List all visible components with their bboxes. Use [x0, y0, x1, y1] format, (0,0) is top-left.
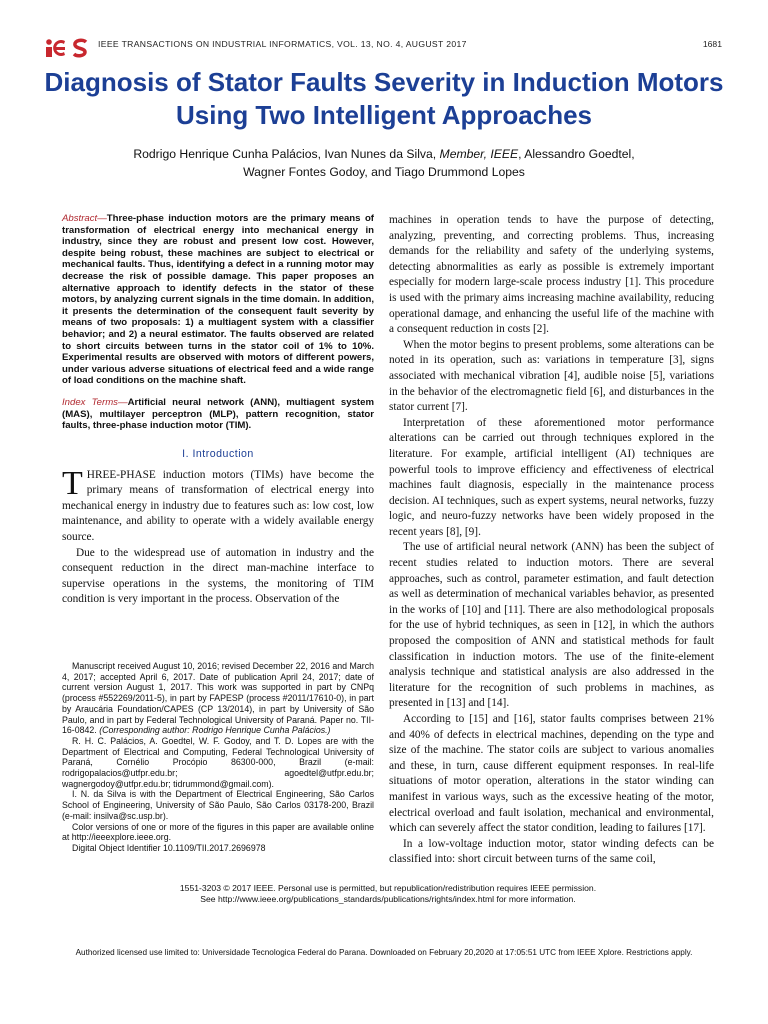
intro-paragraph-2: Due to the widespread use of automation in industry and the consequent reduction in the direct man-machine interface to supervise operations in the systems, the monitoring of TIM condition is very important in the process. Observation of the — [62, 546, 374, 606]
author-list — [40, 145, 728, 181]
footnote — [62, 661, 374, 854]
index-terms-label: Index Terms— — [62, 396, 128, 408]
footnote-affiliation-1: R. H. C. Palácios, A. Goedtel, W. F. Godoy, and T. D. Lopes are with the Department of Electrical and Computing, Federal Technological University of Paraná, Cornélio Procópio 86300-000, Brazil (e-mail: rodrigopalacios@utfpr.edu.br; agoedtel@utfpr.edu.br; wagnergodoy@utfpr.edu.br; tidrummond@gmail.com). — [62, 735, 374, 789]
license-footer: Authorized licensed use limited to: Universidade Tecnologica Federal do Parana. Downloaded on February 20,2020 at 17:05:51 UTC from IEEE Xplore. Restrictions apply. — [75, 948, 693, 957]
introduction-body — [62, 464, 374, 608]
section-heading: I. Introduction — [182, 447, 254, 460]
intro-paragraph: THREE-PHASE induction motors (TIMs) have become the primary means of transformation of electrical energy into mechanical energy in industry due to features such as: low cost, low maintenance, and ability to operate with a widely available energy source. — [62, 464, 374, 544]
drop-cap: T — [62, 464, 83, 502]
footnote-doi: Digital Object Identifier 10.1109/TII.2017.2696978 — [72, 842, 266, 853]
footnote-color-note: Color versions of one or more of the figures in this paper are available online at http://ieeexplore.ieee.org. — [62, 821, 374, 843]
body-paragraph-4: The use of artificial neural network (ANN) has been the subject of recent studies related to induction motors. There are several approaches, such as control, parameter estimation, and fault detection as well as determination of mechanical variables behavior, as presented in the works of [10] and [11]. There are also methodological proposals for the use of hybrid techniques, as seen in [12], in which the authors proposed the composition of ANN and statistical methods for fault classification in induction motors. The use of the finite-element analysis technique and statistical analysis are also addressed in the literature for the recognition of such problems in machines, as presented in [13] and [14]. — [389, 541, 714, 710]
footnote-affiliation-2: I. N. da Silva is with the Department of Electrical Engineering, São Carlos School of Engineering, University of São Paulo, São Carlos 03178-200, Brazil (e-mail: insilva@sc.usp.br). — [62, 789, 374, 821]
copyright-line-2: See http://www.ieee.org/publications_standards/publications/rights/index.html for more information. — [200, 894, 576, 904]
author-line-1: Rodrigo Henrique Cunha Palácios, Ivan Nunes da Silva, Member, IEEE, Alessandro Goedtel, — [133, 147, 635, 161]
body-paragraph-5: According to [15] and [16], stator faults comprises between 21% and 40% of defects in electrical machines, depending on the type and size of the machine. The stator coils are subject to various anomalies and these, in turn, cause different equipment responses. In real-life situations of motor operation, alterations in the stator winding can manifest in various ways, such as the excessive heating of the motor, electrical overload and fault isolation, mechanical and environmental, which can severely affect the stator condition, leading to failures [17]. — [389, 713, 714, 835]
body-paragraph-6: In a low-voltage induction motor, stator winding defects can be classified into: short circuit between turns of the same coil, — [389, 837, 714, 866]
paper-title: Diagnosis of Stator Faults Severity in Induction Motors Using Two Intelligent Approaches — [44, 67, 724, 130]
abstract-label: Abstract— — [62, 213, 107, 224]
footnote-manuscript: Manuscript received August 10, 2016; revised December 22, 2016 and March 4, 2017; accepted April 6, 2017. Date of publication April 24, 2017; date of current version August 1, 2017. This work was supported in part by CNPq (process #552269/2011-5), in part by FAPESP (process #2011/17610-0), in part by Araucária Foundation/CAPES (CP 13/2014), in part by University of São Paulo, and in part by Federal Technological University of Paraná. Paper no. TII-16-0842. (Corresponding author: Rodrigo Henrique Cunha Palácios.) — [62, 661, 374, 736]
journal-name: IEEE TRANSACTIONS ON INDUSTRIAL INFORMATICS, VOL. 13, NO. 4, AUGUST 2017 — [98, 39, 467, 49]
copyright-notice — [62, 883, 714, 905]
body-paragraph-3: Interpretation of these aforementioned motor performance alterations can be carried out through techniques explored in the literature. For example, artificial intelligent (AI) techniques are powerful tools to improve efficiency and effectiveness of electrical machines fault diagnosis, especially in the maintenance process decision. AI techniques, such as expert systems, neural networks, fuzzy logic, and neuro-fuzzy networks have been widely proposed in the recent years [8], [9]. — [389, 416, 714, 538]
body-paragraph-2: When the motor begins to present problems, some alterations can be noted in its operation, such as: variations in temperature [3], signs associated with mechanical vibration [4], audible noise [5], variations in the behavior of the electromagnetic field [6], and disturbances in the stator current [7]. — [389, 338, 714, 414]
abstract: Abstract—Three-phase induction motors are the primary means of transformation of electrical energy into mechanical energy in industry, since they are robust and present low cost. However, despite being robust, these machines are subject to electrical or mechanical faults. Thus, identifying a defect in a running motor may decrease the risk of possible damage. This paper proposes an alternative approach to identify defects in the stator of these motors, by analyzing current signals in the time domain. In addition, it presents the determination of the consequent fault severity by means of two proposals: 1) a multiagent system with a classifier behavior; and 2) a neural estimator. The faults observed are related to short circuits between turns in the stator coil of 1% to 10%. Experimental results are observed with motors of different powers, under various adverse situations of electrical feed and a wide range of load conditions on the machine shaft. — [62, 213, 374, 387]
ies-logo — [46, 36, 88, 58]
left-column — [62, 213, 374, 608]
author-line-2: Wagner Fontes Godoy, and Tiago Drummond Lopes — [243, 165, 525, 179]
body-paragraph-1: machines in operation tends to have the purpose of detecting, analyzing, preventing, and correcting problems. Thus, increasing demands for the reliability and safety of the underlying systems, detecting abnormalities as early as possible is extremely important especially for modern large-scale process industry [1]. This procedure is used with the primary aims increasing machine availability, reducing operational damage, and enhancing the useful life of the machine with a consequent reduction in costs [2]. — [389, 214, 714, 336]
page-header — [46, 36, 722, 58]
right-column — [389, 213, 714, 868]
page-number: 1681 — [702, 39, 722, 49]
index-terms: Index Terms—Artificial neural network (ANN), multiagent system (MAS), multilayer perceptron (MLP), pattern recognition, stator faults, three-phase induction motor (TIM). — [62, 396, 374, 432]
copyright-line-1: 1551-3203 © 2017 IEEE. Personal use is permitted, but republication/redistribution requires IEEE permission. — [179, 883, 597, 893]
